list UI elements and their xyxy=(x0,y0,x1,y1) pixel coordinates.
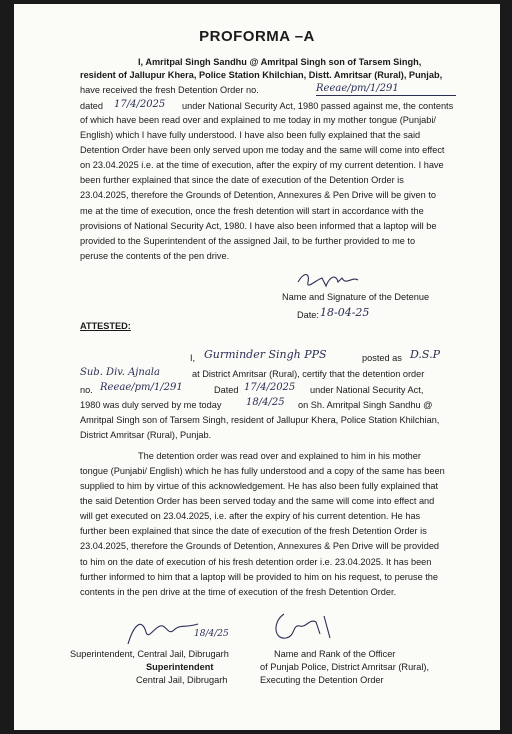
para3-body xyxy=(80,464,480,600)
detenue-signature-label: Name and Signature of the Detenue xyxy=(282,292,430,302)
para1-line4-pre: dated xyxy=(80,101,103,111)
para2-line2: at District Amritsar (Rural), certify that the detention order xyxy=(192,369,425,379)
para3-body-line: contents in the pen drive at the time of execution of the fresh Detention Order. xyxy=(80,586,397,597)
para3-first-line: The detention order was read over and explained to him in his mother xyxy=(138,451,421,461)
para1-body-line: English) which I have fully understood. I have also been fully explained that the said xyxy=(80,130,421,141)
para2-no-label: no. xyxy=(80,385,93,395)
para2-line6: District Amritsar (Rural), Punjab. xyxy=(80,430,212,440)
officer-post-handwritten: D.S.P xyxy=(410,348,440,361)
para2-intro: I, xyxy=(190,353,196,363)
para1-body-line: provisions of National Security Act, 1980. I have also been informed that a laptop will be xyxy=(80,220,437,231)
officer-title-line2: of Punjab Police, District Amritsar (Rural), xyxy=(260,662,429,672)
superintendent-stamp-line2: Central Jail, Dibrugarh xyxy=(136,675,228,685)
para1-body-line: Detention Order have been only served upon me today and the same will come into effect xyxy=(80,145,445,156)
para3-body-line: supplied to him by virtue of this acknowledgement. He has also been fully explained that xyxy=(80,481,439,492)
para1-body xyxy=(80,113,480,264)
para1-line1 xyxy=(138,56,421,69)
order-date-handwritten: 17/4/2025 xyxy=(114,99,166,110)
officer-name-handwritten: Gurminder Singh PPS xyxy=(204,348,327,361)
para3-body-line: to him on the date of execution of his fresh detention order i.e. 23.04.2025. It has been xyxy=(80,556,432,567)
superintendent-title: Superintendent, Central Jail, Dibrugarh xyxy=(70,649,229,659)
para1-body-line: provided to the Superintendent of the assigned Jail, to be further provided to me to xyxy=(80,235,416,246)
detenue-name: Amritpal Singh Sandhu @ Amritpal Singh son of Tarsem Singh, xyxy=(145,57,422,67)
para1-line4-post: under National Security Act, 1980 passed against me, the contents xyxy=(182,101,454,111)
para3-body-line: the said Detention Order has been served today and the same will come into effect and xyxy=(80,496,435,507)
para1-line2: resident of Jallupur Khera, Police Station Khilchian, Distt. Amritsar (Rural), Punjab, xyxy=(80,70,443,80)
superintendent-stamp-line1: Superintendent xyxy=(146,662,214,672)
para1-line3 xyxy=(80,84,259,97)
para1-body-line: me at the time of execution, once the fresh detention will start in accordance with the xyxy=(80,205,424,216)
para1-body-line: peruse the contents of the pen drive. xyxy=(80,250,230,261)
order-number-handwritten-2: Reeae/pm/1/291 xyxy=(100,382,183,393)
para2-posted-as: posted as xyxy=(362,353,402,363)
para2-line5: Amritpal Singh son of Tarsem Singh, resident of Jallupur Khera, Police Station Khilchian, xyxy=(80,415,440,425)
order-date-handwritten-2: 17/4/2025 xyxy=(244,382,296,393)
para1-line3-text: have received the fresh Detention Order no. xyxy=(80,85,259,95)
para2-line3-post: under National Security Act, xyxy=(310,385,424,395)
service-date-handwritten: 18/4/25 xyxy=(246,397,285,408)
para3-body-line: further informed to him that a laptop will be provided to him on his request, to peruse the xyxy=(80,571,438,582)
para1-body-line: on 23.04.2025 i.e. at the time of execution, after the expiry of my current detention. I have xyxy=(80,160,444,171)
para1-body-line: been further explained that since the date of execution of the Detention Order is xyxy=(80,175,404,186)
officer-title-line3: Executing the Detention Order xyxy=(260,675,384,685)
document-title: PROFORMA –A xyxy=(199,28,315,45)
officer-signature xyxy=(270,608,340,648)
para3-body-line: will get executed on 23.04.2025, i.e. after the expiry of his current detention. He has xyxy=(80,511,421,522)
para3-body-line: further been explained that since the date of execution of the fresh Detention Order is xyxy=(80,526,427,537)
proforma-document xyxy=(14,4,500,730)
para1-body-line: 23.04.2025, therefore the Grounds of Detention, Annexures & Pen Drive will be given to xyxy=(80,190,436,201)
para2-dated-label: Dated xyxy=(214,385,239,395)
para1-intro: I, xyxy=(138,57,146,67)
officer-title-line1: Name and Rank of the Officer xyxy=(274,649,396,659)
attested-label: ATTESTED: xyxy=(80,321,131,331)
para2-line4-pre: 1980 was duly served by me today xyxy=(80,400,222,410)
subdivision-handwritten: Sub. Div. Ajnala xyxy=(80,367,160,378)
superintendent-sig-date: 18/4/25 xyxy=(194,629,229,639)
para3-body-line: tongue (Punjabi/ English) which he has fully understood and a copy of the same has been xyxy=(80,466,445,476)
para2-line4-post: on Sh. Amritpal Singh Sandhu @ xyxy=(298,400,433,410)
detenue-date-label: Date: xyxy=(297,310,319,320)
order-number-handwritten: Reeae/pm/1/291 xyxy=(316,82,456,96)
detenue-date-handwritten: 18-04-25 xyxy=(320,306,370,319)
para3-body-line: 23.04.2025, therefore the Grounds of Detention, Annexures & Pen Drive will be provided xyxy=(80,541,440,552)
para1-body-line: of which have been read over and explained to me today in my mother tongue (Punjabi/ xyxy=(80,115,436,125)
superintendent-signature xyxy=(124,614,204,650)
